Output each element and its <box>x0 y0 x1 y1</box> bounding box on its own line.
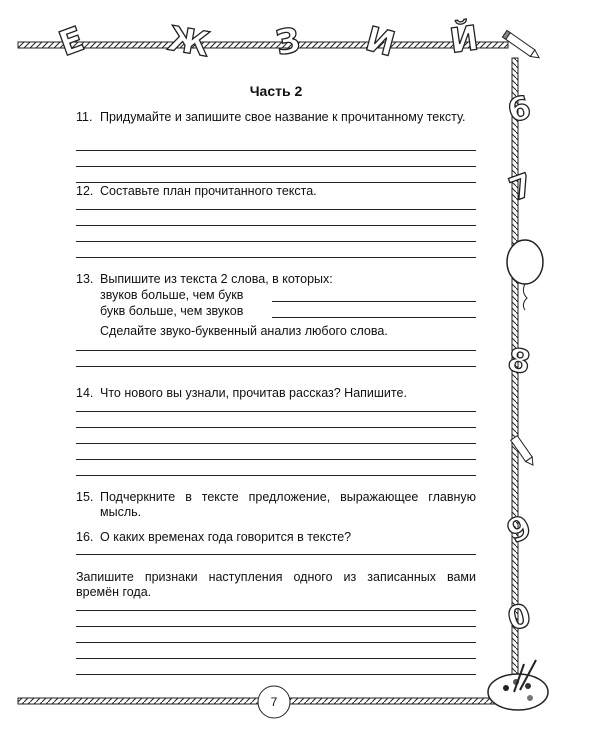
header-letter: З <box>272 20 304 64</box>
answer-line[interactable] <box>76 209 476 210</box>
part-title: Часть 2 <box>249 83 303 99</box>
answer-line[interactable] <box>76 443 476 444</box>
task-text: Что нового вы узнали, прочитав рассказ? Напишите. <box>100 386 407 400</box>
answer-line[interactable] <box>76 257 476 258</box>
task-number: 13. <box>76 272 94 286</box>
page-number: 7 <box>270 695 278 709</box>
task-text: Выпишите из текста 2 слова, в которых: <box>100 272 333 286</box>
answer-line[interactable] <box>76 658 476 659</box>
side-digit: 7 <box>504 165 539 209</box>
answer-line[interactable] <box>76 150 476 151</box>
answer-line[interactable] <box>76 427 476 428</box>
task-number: 14. <box>76 386 94 400</box>
answer-line[interactable] <box>76 241 476 242</box>
side-digit: 9 <box>501 507 538 551</box>
side-digit: 8 <box>504 340 534 382</box>
extra-instruction: Запишите признаки наступления одного из записанных вами времён года. <box>76 570 476 599</box>
answer-line[interactable] <box>76 475 476 476</box>
task-number: 15. <box>76 490 94 504</box>
top-border <box>18 42 508 48</box>
subtask-sounds-more: звуков больше, чем букв <box>100 288 244 302</box>
subtask-letters-more: букв больше, чем звуков <box>100 304 244 318</box>
answer-line[interactable] <box>76 350 476 351</box>
header-letter: И <box>361 18 400 66</box>
answer-line[interactable] <box>76 459 476 460</box>
answer-line[interactable] <box>76 366 476 367</box>
subtask-analysis: Сделайте звуко-буквенный анализ любого слова. <box>100 324 388 338</box>
task-number: 11. <box>76 110 93 124</box>
answer-line[interactable] <box>76 642 476 643</box>
task-text: Подчеркните в тексте предложение, выражающее главную мысль. <box>100 490 476 519</box>
answer-line[interactable] <box>272 301 476 302</box>
header-letter: Е <box>53 19 90 65</box>
side-digit: 6 <box>503 87 535 131</box>
answer-line[interactable] <box>76 166 476 167</box>
answer-line[interactable] <box>76 674 476 675</box>
answer-line[interactable] <box>76 182 476 183</box>
task-text: Придумайте и запишите свое название к прочитанному тексту. <box>100 110 466 124</box>
answer-line[interactable] <box>76 626 476 627</box>
task-number: 12. <box>76 184 94 198</box>
answer-line[interactable] <box>76 225 476 226</box>
answer-line[interactable] <box>76 554 476 555</box>
answer-line[interactable] <box>76 610 476 611</box>
answer-line[interactable] <box>76 411 476 412</box>
task-text: Составьте план прочитанного текста. <box>100 184 317 198</box>
task-text: О каких временах года говорится в тексте? <box>100 530 352 544</box>
task-number: 16. <box>76 530 94 544</box>
header-letter: Ж <box>164 18 213 66</box>
side-digit: 0 <box>503 595 535 639</box>
answer-line[interactable] <box>272 317 476 318</box>
header-letter: Й <box>447 18 482 62</box>
